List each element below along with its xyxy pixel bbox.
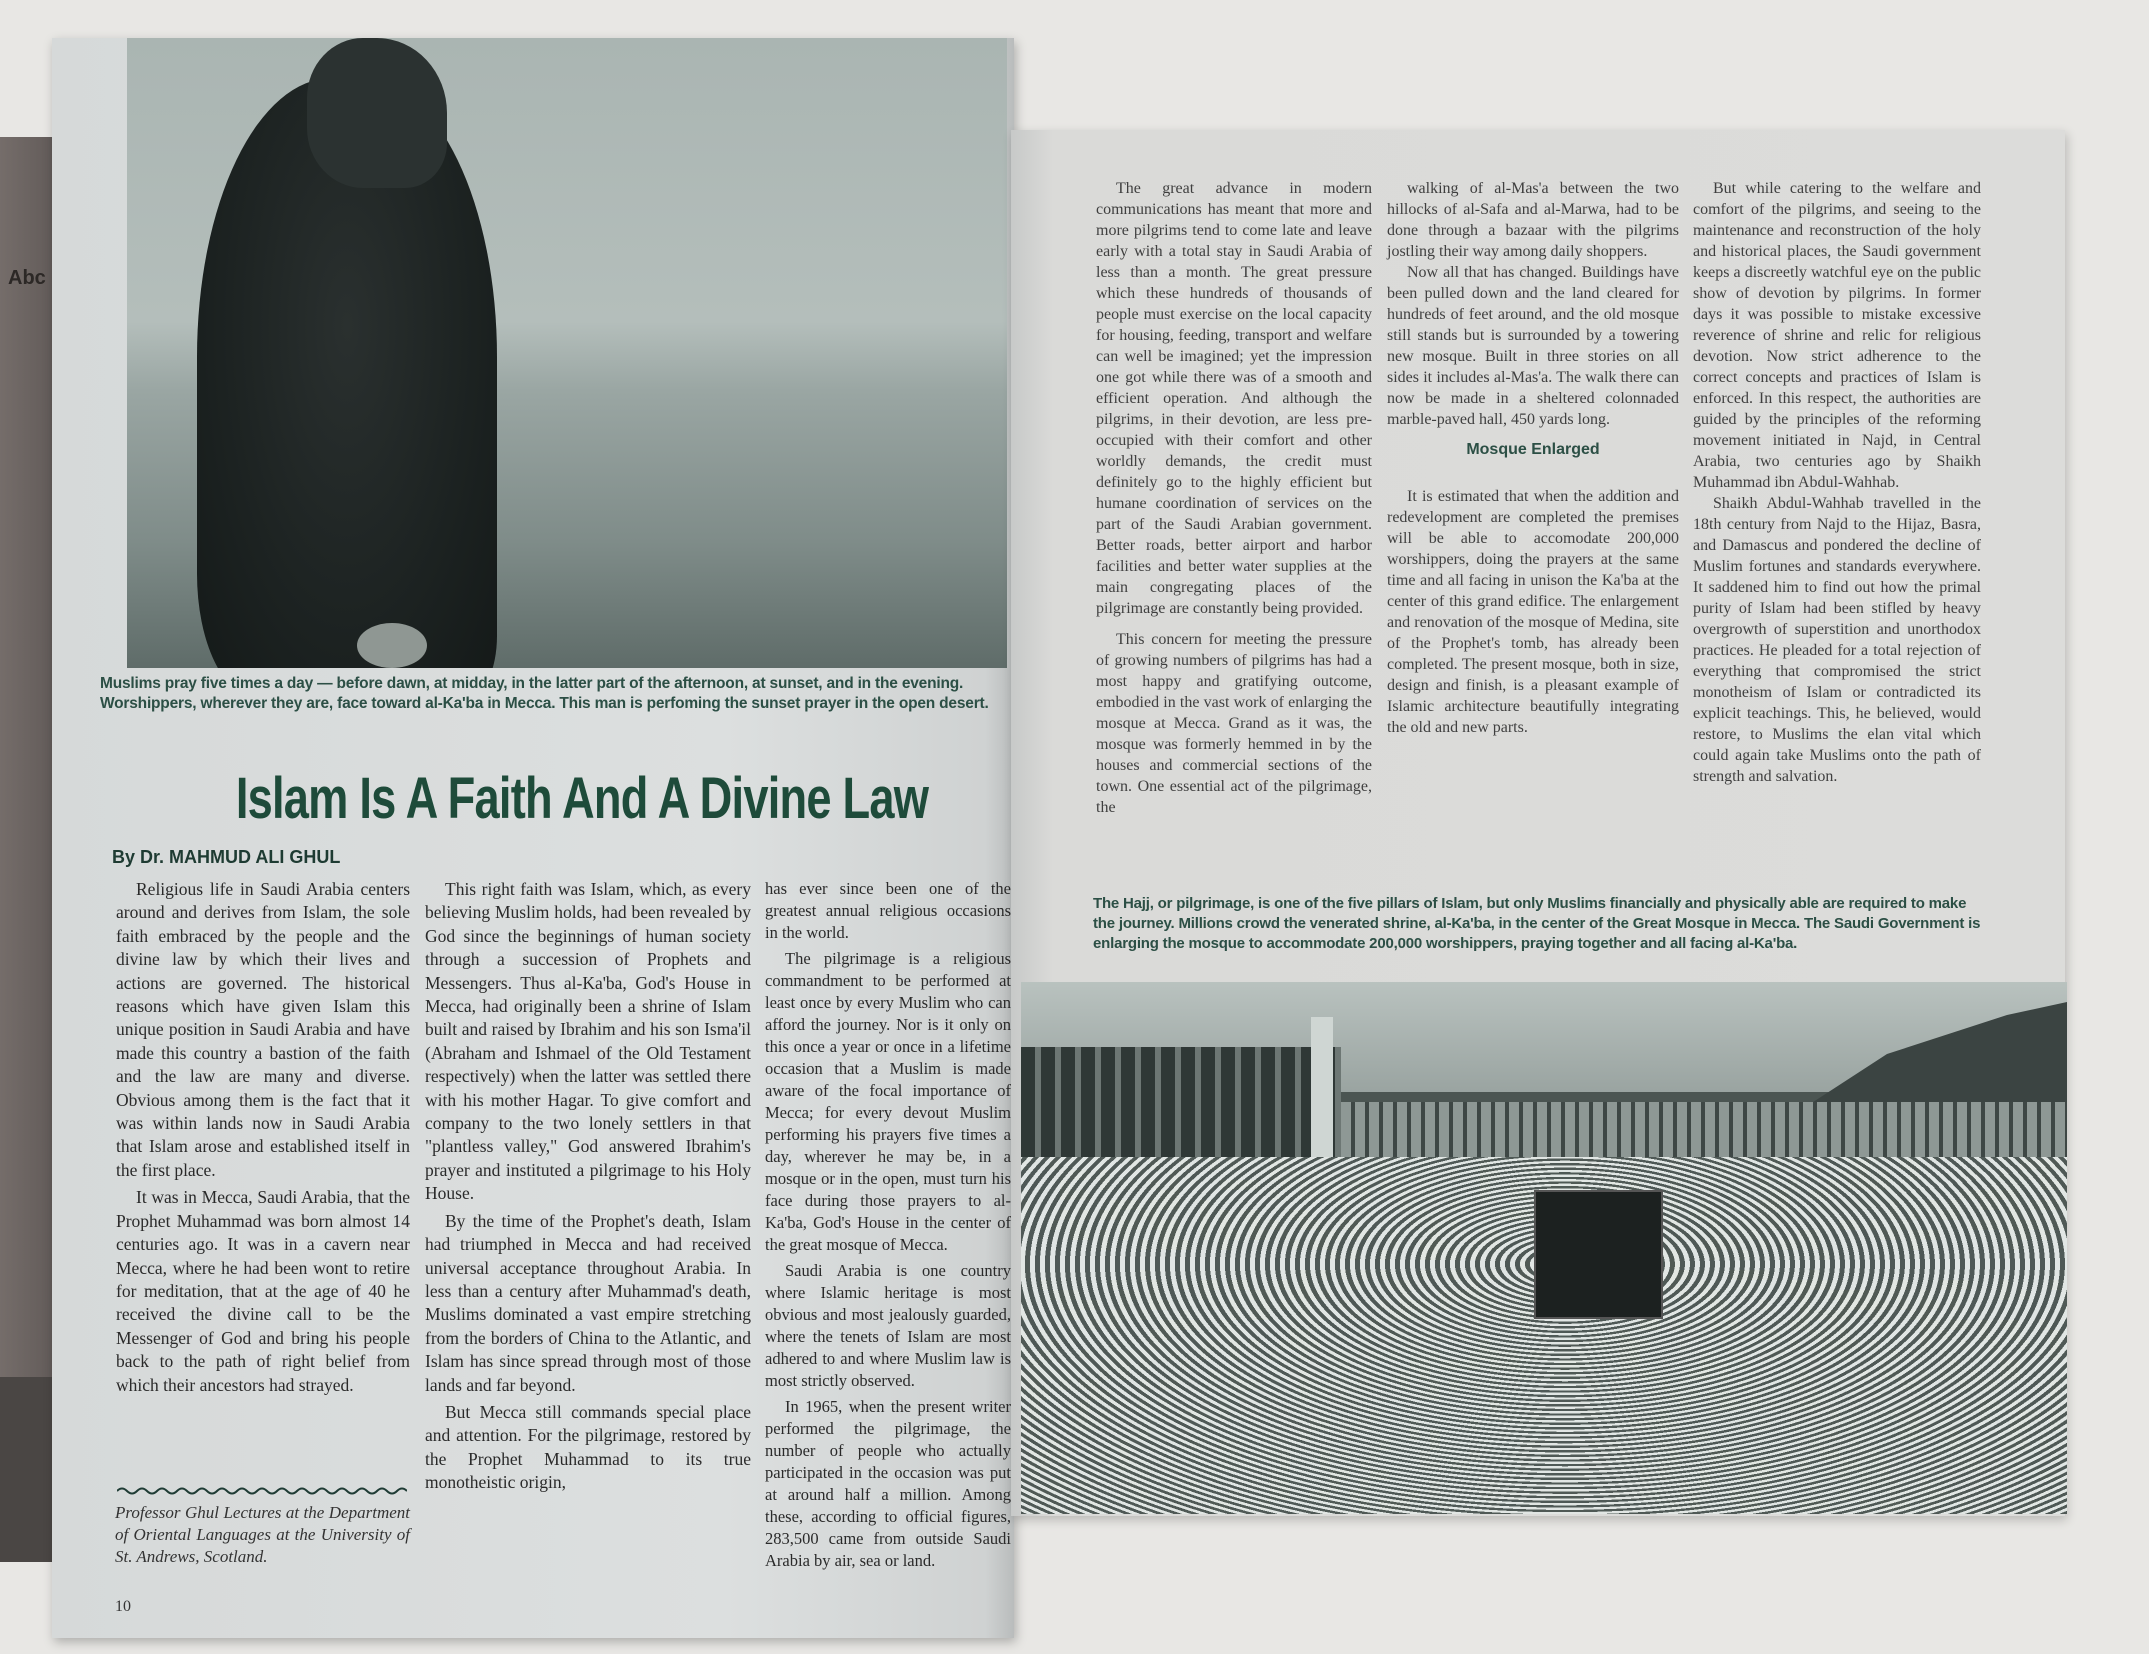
- byline: By Dr. MAHMUD ALI GHUL: [112, 847, 341, 867]
- photo-caption-right: The Hajj, or pilgrimage, is one of the five pillars of Islam, but only Muslims financially and physically able are required to make the journey. Millions crowd the venerated shrine, al-Ka'ba, in the center of the Great Mosque in Mecca. The Saudi Government is enlarging the mosque to accommodate 200,000 worshippers, praying together and all facing al-Ka'ba.: [1093, 895, 1981, 952]
- foot: [357, 623, 427, 668]
- left-column-1: [116, 878, 410, 1401]
- paragraph: has ever since been one of the greatest annual religious occasions in the world.: [765, 879, 1011, 942]
- wavy-divider: [117, 1486, 407, 1496]
- paragraph: walking of al-Mas'a between the two hillocks of al-Safa and al-Marwa, had to be done through a bazaar with the pilgrims jostling their way among daily shoppers.: [1387, 180, 1679, 260]
- paragraph: The pilgrimage is a religious commandment to be performed at least once by every Muslim who can afford the journey. Nor is it only on this once a year or once in a lifetime occasion that a Muslim is made aware of the focal importance of Mecca; for every devout Muslim performing his prayers five times a day, wherever he may be, in a mosque or in the open, must turn his face during those prayers to al-Ka'ba, God's House in the center of the great mosque of Mecca.: [765, 949, 1011, 1254]
- right-column-2: [1387, 178, 1679, 748]
- paragraph: This right faith was Islam, which, as every believing Muslim holds, had been revealed by God since the beginnings of human society through a succession of Prophets and Messengers. Thus al-Ka'ba, God's House in Mecca, had originally been a shrine of Islam built and raised by Ibrahim and his son Isma'il (Abraham and Ishmael of the Old Testament respectively) when the latter was settled there with his mother Hagar. To give comfort and company to the two lonely settlers in that "plantless valley," God answered Ibrahim's prayer and instituted a pilgrimage to his Holy House.: [425, 879, 751, 1204]
- paragraph: The great advance in modern communications has meant that more and more pilgrims tend to come late and leave early with a total stay in Saudi Arabia of less than a month. The great pressure which these hundreds of thousands of people must exercise on the local capacity for housing, feeding, transport and welfare can well be imagined; yet the impression one got while there was of a smooth and efficient operation. And although the pilgrims, in their devotion, are less pre-occupied with their comfort and other worldly demands, the credit must definitely go to the highly efficient but humane coordination of services on the part of the Saudi Arabian government. Better roads, better airport and harbor facilities and better water supplies at the main congregating places of the pilgrimage are constantly being provided.: [1096, 180, 1372, 617]
- photo-caption-left: [100, 674, 1000, 714]
- author-note: Professor Ghul Lectures at the Department of Oriental Languages at the University of St. Andrews, Scotland.: [115, 1503, 410, 1566]
- caption-line: Muslims pray five times a day — before dawn, at midday, in the latter part of the afternoon, at sunset, and in the evening.: [100, 675, 964, 692]
- article-title: Islam Is A Faith And A Divine Law: [235, 766, 929, 831]
- great-mosque-photo: [1021, 982, 2067, 1514]
- paragraph: Religious life in Saudi Arabia centers around and derives from Islam, the sole faith embraced by the people and the divine law by which their lives and actions are governed. The historical reasons which have given Islam this unique position in Saudi Arabia and have made this country a bastion of the faith and the law are many and diverse. Obvious among them is the fact that it was within lands now in Saudi Arabia that Islam arose and established itself in the first place.: [116, 879, 410, 1180]
- background-magazine-text: Abc: [8, 267, 46, 289]
- paragraph: It is estimated that when the addition and redevelopment are completed the premises will be able to accomodate 200,000 worshippers, doing the prayers at the same time and all facing in unison the Ka'ba at the center of this grand edifice. The enlargement and renovation of the mosque of Medina, site of the Prophet's tomb, has already been completed. The present mosque, both in size, design and finish, is a pleasant example of Islamic architecture beautifully integrating the old and new parts.: [1387, 488, 1679, 736]
- paragraph: Shaikh Abdul-Wahhab travelled in the 18th century from Najd to the Hijaz, Basra, and Damascus and pondered the decline of Muslim fortunes and standards everywhere. It saddened him to find out how the primal purity of Islam had been stifled by heavy overgrowth of superstition and unorthodox practices. He pleaded for a total rejection of everything that compromised the strict monotheism of Islam or contradicted its explicit teachings. This, he believed, would restore, to Muslims the elan vital which could again take Muslims onto the path of strength and salvation.: [1693, 495, 1981, 785]
- paragraph: Saudi Arabia is one country where Islamic heritage is most obvious and most jealously guarded, where the tenets of Islam are most adhered to and where Muslim law is most strictly observed.: [765, 1261, 1011, 1390]
- paragraph: In 1965, when the present writer performed the pilgrimage, the number of people who actually participated in the occasion was put at around half a million. Among these, according to official figures, 283,500 came from outside Saudi Arabia by air, sea or land.: [765, 1397, 1011, 1570]
- left-page: [52, 38, 1014, 1638]
- paragraph: But Mecca still commands special place and attention. For the pilgrimage, restored by the Prophet Muhammad to its true monotheistic origin,: [425, 1401, 751, 1493]
- paragraph: It was in Mecca, Saudi Arabia, that the Prophet Muhammad was born almost 14 centuries ago. It was in a cavern near Mecca, where he had been wont to retire for meditation, that at the age of 40 he received the divine call to be the Messenger of God and bring his people back to the path of right belief from which their ancestors had strayed.: [116, 1187, 410, 1395]
- paragraph: But while catering to the welfare and comfort of the pilgrims, and seeing to the maintenance and reconstruction of the holy and historical places, the Saudi government keeps a discreetly watchful eye on the public show of devotion by pilgrims. In former days it was possible to mistake excessive reverence of shrine and relic for religious devotion. Now strict adherence to the correct concepts and practices of Islam is enforced. In this respect, the authorities are guided by the principles of the reforming movement initiated in Najd, in Central Arabia, two centuries ago by Shaikh Muhammad ibn Abdul-Wahhab.: [1693, 180, 1981, 491]
- left-column-3: [765, 878, 1011, 1576]
- right-column-1: [1096, 178, 1372, 828]
- page-number: 10: [115, 1598, 131, 1615]
- paragraph: By the time of the Prophet's death, Islam had triumphed in Mecca and had received universal acceptance throughout Arabia. In less than a century after Muhammad's death, Muslims dominated a vast empire stretching from the borders of China to the Atlantic, and Islam has since spread through most of those lands and far beyond.: [425, 1210, 751, 1395]
- background-magazine-photo: [0, 1377, 58, 1562]
- section-heading: Mosque Enlarged: [1466, 441, 1600, 458]
- praying-man-photo: [127, 38, 1007, 668]
- background-magazine: [0, 137, 58, 1562]
- right-page: [1011, 130, 2065, 1516]
- right-column-3: [1693, 178, 1981, 797]
- paragraph: This concern for meeting the pressure of growing numbers of pilgrims has had a most happy and gratifying outcome, embodied in the vast work of enlarging the mosque at Mecca. Grand as it was, the mosque was formerly hemmed in by the houses and commercial sections of the town. One essential act of the pilgrimage, the: [1096, 631, 1372, 816]
- caption-line: Worshippers, wherever they are, face toward al-Ka'ba in Mecca. This man is perfoming the sunset prayer in the open desert.: [100, 695, 989, 712]
- kaaba: [1536, 1192, 1661, 1317]
- headdress: [307, 38, 447, 188]
- paragraph: Now all that has changed. Buildings have been pulled down and the land cleared for hundreds of feet around, and the old mosque still stands but is surrounded by a towering new mosque. Built in three stories on all sides it includes al-Mas'a. The walk there can now be made in a sheltered colonnaded marble-paved hall, 450 yards long.: [1387, 264, 1679, 428]
- minaret: [1311, 1017, 1333, 1167]
- left-column-2: [425, 878, 751, 1499]
